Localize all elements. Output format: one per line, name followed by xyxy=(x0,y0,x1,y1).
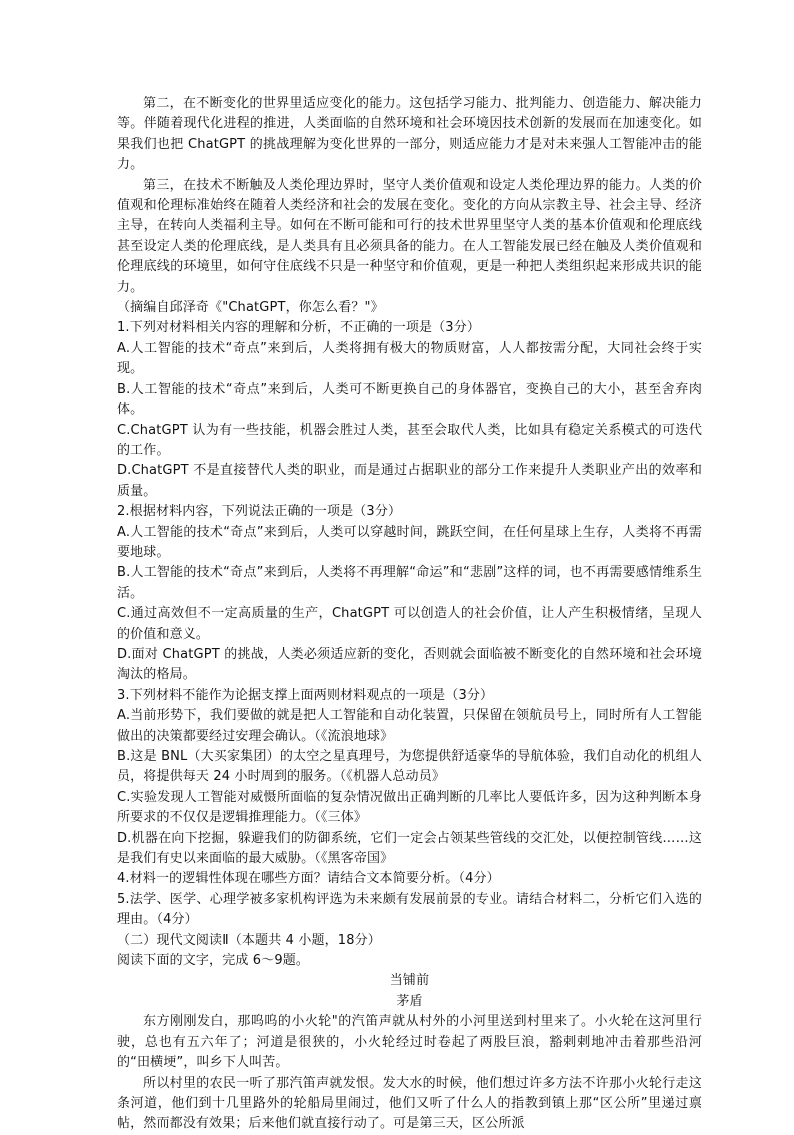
question-1-option-a: A.人工智能的技术“奇点”来到后，人类将拥有极大的物质财富，人人都按需分配，大同社会终于实现。 xyxy=(117,340,702,377)
story-paragraph: 所以村里的农民一听了那汽笛声就发恨。发大水的时候，他们想过许多方法不许那小火轮行走这条河道，他们到十几里路外的轮船局里闹过，他们又听了什么人的指教到镇上那“区公所”里递过禀帖，然而都没有效果；后来他们就直接行动了。可是第三天，区公所派 xyxy=(117,1075,702,1132)
question-2-option-b: B.人工智能的技术“奇点”来到后，人类将不再理解“命运”和“悲剧”这样的词，也不再需要感情维系生活。 xyxy=(117,565,702,601)
section-heading: （二）现代文阅读Ⅱ（本题共 4 小题，18分） xyxy=(117,932,381,948)
story-title: 当铺前 xyxy=(389,973,430,989)
question-3-stem: 3.下列材料不能作为论据支撑上面两则材料观点的一项是（3分） xyxy=(117,687,494,703)
paragraph: 第三，在技术不断触及人类伦理边界时，坚守人类价值观和设定人类伦理边界的能力。人类的价值观和伦理标准始终在随着人类经济和社会的发展在变化。变化的方向从宗教主导、社会主导、经济主导，在转向人类福利主导。如何在不断可能和可行的技术世界里坚守人类的基本价值观和伦理底线甚至设定人类的伦理底线，是人类具有且必须具备的能力。在人工智能发展已经在触及人类价值观和伦理底线的环境里，如何守住底线不只是一种坚守和价值观，更是一种把人类组织起来形成共识的能力。 xyxy=(117,177,702,295)
question-2-option-d: D.面对 ChatGPT 的挑战，人类必须适应新的变化，否则就会面临被不断变化的自然环境和社会环境淘汰的格局。 xyxy=(117,646,702,683)
reading-instruction: 阅读下面的文字，完成 6～9题。 xyxy=(117,953,310,969)
question-2-stem: 2.根据材料内容，下列说法正确的一项是（3分） xyxy=(117,504,402,520)
question-1-option-d: D.ChatGPT 不是直接替代人类的职业，而是通过占据职业的部分工作来提升人类职业产出的效率和质量。 xyxy=(117,463,702,499)
paragraph: 第二，在不断变化的世界里适应变化的能力。这包括学习能力、批判能力、创造能力、解决能力等。伴随着现代化进程的推进，人类面临的自然环境和社会环境因技术创新的发展而在加速变化。如果我们也把 ChatGPT 的挑战理解为变化世界的一部分，则适应能力才是对未来强人工智能冲击的能力。 xyxy=(117,96,702,173)
question-1-stem: 1.下列对材料相关内容的理解和分析，不正确的一项是（3分） xyxy=(117,320,481,336)
question-5: 5.法学、医学、心理学被多家机构评选为未来颇有发展前景的专业。请结合材料二，分析它们入选的理由。（4分） xyxy=(117,891,702,928)
question-1-option-b: B.人工智能的技术“奇点”来到后，人类可不断更换自己的身体器官，变换自己的大小，甚至舍弃肉体。 xyxy=(117,381,702,418)
story-author: 茅盾 xyxy=(396,993,423,1009)
source-citation: （摘编自邱泽奇《"ChatGPT，你怎么看？"》 xyxy=(117,300,384,316)
question-2-option-a: A.人工智能的技术“奇点”来到后，人类可以穿越时间，跳跃空间，在任何星球上生存，人类将不再需要地球。 xyxy=(117,524,702,560)
question-1-option-c: C.ChatGPT 认为有一些技能，机器会胜过人类，甚至会取代人类，比如具有稳定关系模式的可迭代的工作。 xyxy=(117,422,702,458)
question-3-option-a: A.当前形势下，我们要做的就是把人工智能和自动化装置，只保留在领航员号上，同时所有人工智能做出的决策都要经过安理会确认。（《流浪地球》 xyxy=(117,708,702,744)
story-paragraph: 东方刚刚发白，那呜呜的小火轮"的汽笛声就从村外的小河里送到村里来了。小火轮在这河里行驶，总也有五六年了；河道是很狭的，小火轮经过时卷起了两股巨浪，豁剌剌地冲击着那些沿河的“田横埂”，叫乡下人叫苦。 xyxy=(117,1014,702,1071)
question-2-option-c: C.通过高效但不一定高质量的生产，ChatGPT 可以创造人的社会价值，让人产生积极情绪，呈现人的价值和意义。 xyxy=(117,606,702,642)
question-4: 4.材料一的逻辑性体现在哪些方面？请结合文本简要分析。（4分） xyxy=(117,871,500,887)
question-3-option-d: D.机器在向下挖掘，躲避我们的防御系统，它们一定会占领某些管线的交汇处，以便控制管线……这是我们有史以来面临的最大威胁。（《黑客帝国》 xyxy=(117,830,702,867)
question-3-option-c: C.实验发现人工智能对威慑所面临的复杂情况做出正确判断的几率比人要低许多，因为这种判断本身所要求的不仅仅是逻辑推理能力。（《三体》 xyxy=(117,789,702,826)
question-3-option-b: B.这是 BNL（大买家集团）的太空之星真理号，为您提供舒适豪华的导航体验，我们自动化的机组人员，将提供每天 24 小时周到的服务。（《机器人总动员》 xyxy=(117,749,702,785)
